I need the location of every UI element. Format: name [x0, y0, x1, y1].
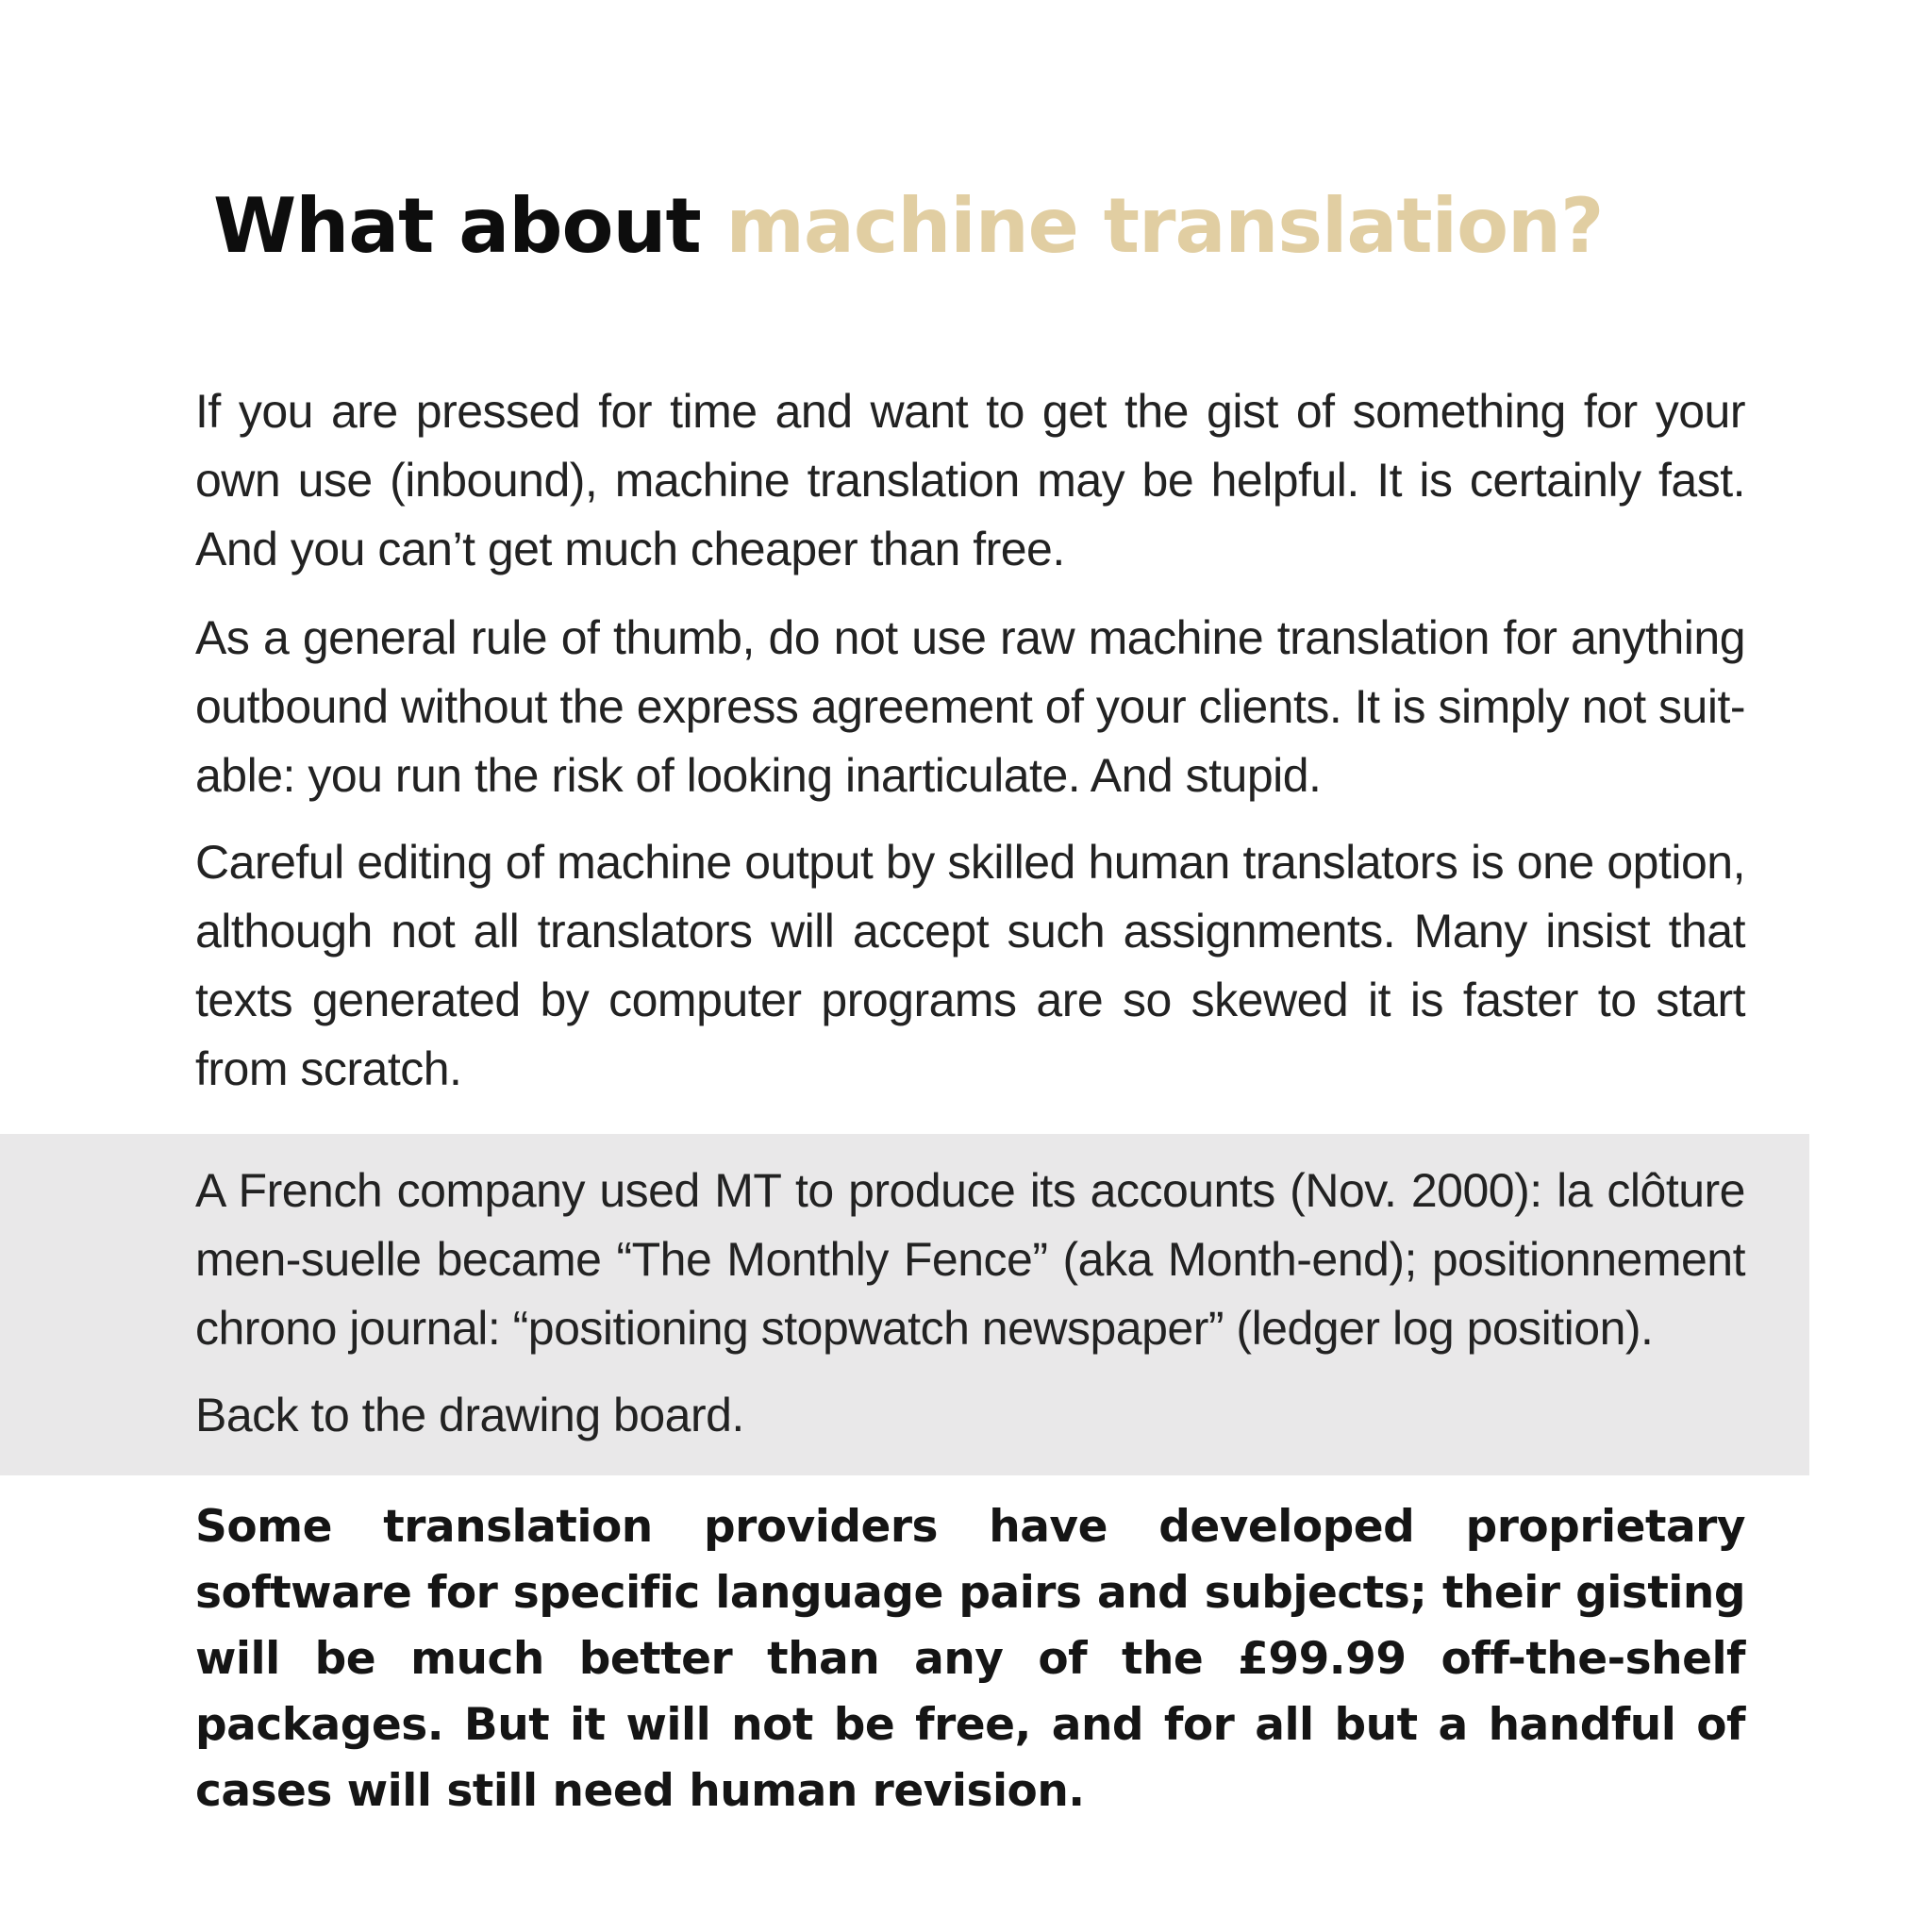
title-lead: What about [213, 182, 701, 270]
closing-bold-paragraph: Some translation providers have developed proprietary software for specific language pairs and subjects; their gisting will be much better than any of the £99.99 off-the-shelf packages. But it will not be free, and for all but a handful of cases will still need human revision. [195, 1501, 1745, 1817]
paragraph-inbound-use: If you are pressed for time and want to get the gist of something for your own use (inbound), machine translation may be helpful. It is certainly fast. And you can’t get much cheaper than free. [195, 385, 1745, 575]
paragraph-post-editing: Careful editing of machine output by skilled human translators is one option, although not all translators will accept such assignments. Many insist that texts generated by computer programs are so skewed it is faster to start from scratch. [195, 836, 1745, 1095]
paragraph-outbound-rule: As a general rule of thumb, do not use raw machine translation for anything outbound without the express agreement of your clients. It is simply not suit-able: you run the risk of looking inarticulate. And stupid. [195, 611, 1745, 802]
callout-example-text: A French company used MT to produce its accounts (Nov. 2000): la clôture men-suelle became “The Monthly Fence” (aka Month-end); positionnement chrono journal: “positioning stopwatch newspaper” (ledger log position). [195, 1164, 1745, 1355]
title-highlight: machine translation? [725, 182, 1604, 270]
callout-conclusion: Back to the drawing board. [195, 1389, 744, 1441]
example-callout-box [0, 1134, 1809, 1475]
page-title [213, 179, 1603, 274]
